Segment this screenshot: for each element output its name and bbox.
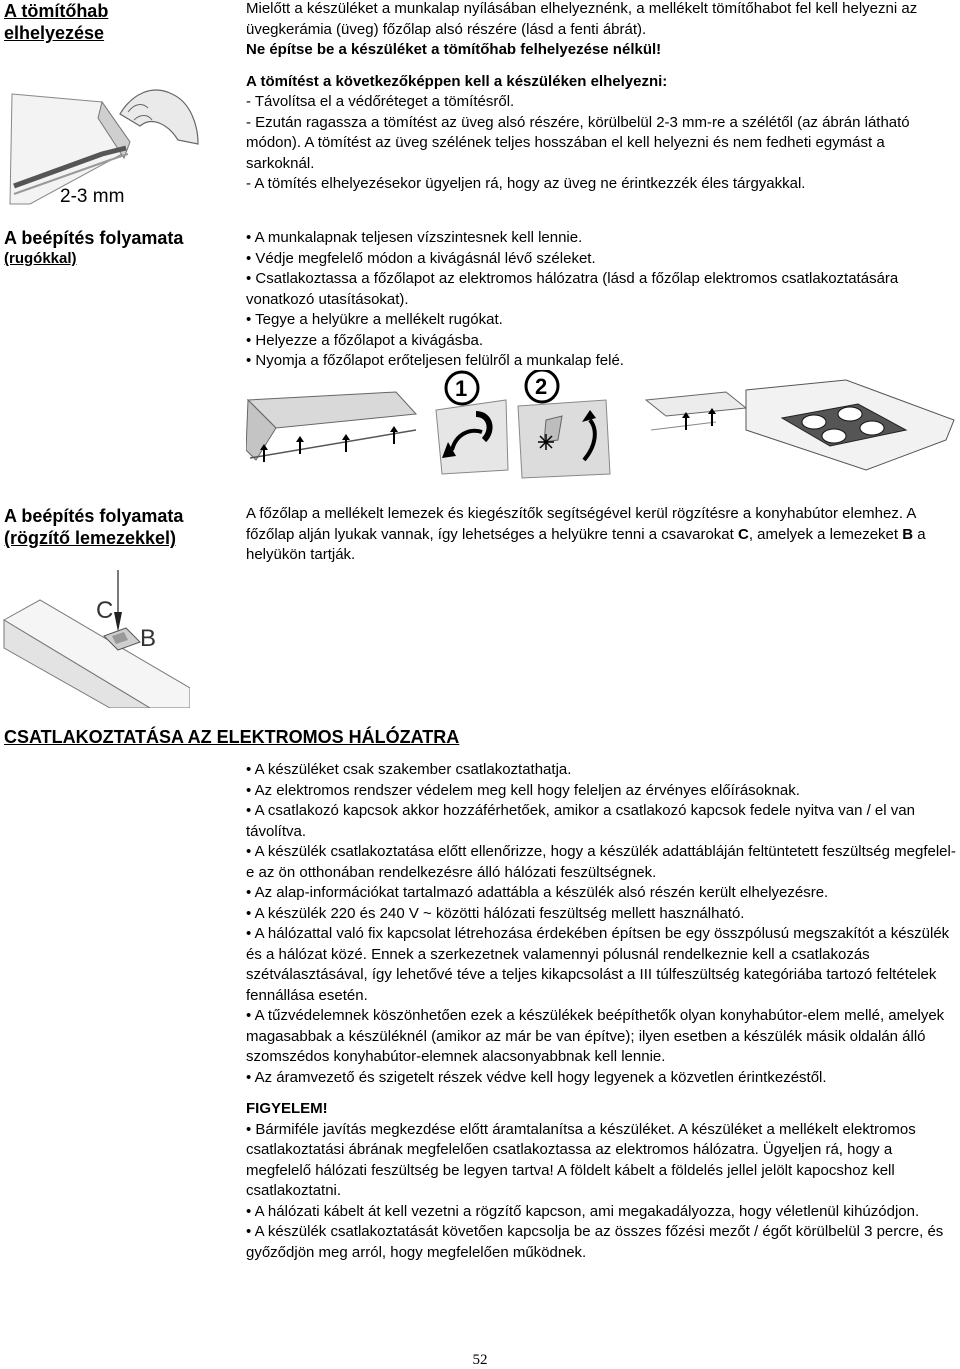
seal-steps-heading: A tömítést a következőképpen kell a készüléken elhelyezni: <box>246 72 668 90</box>
seal-heading: A tömítőhab elhelyezése <box>4 1 109 43</box>
list-item: • A hálózattal való fix kapcsolat létrehozása érdekében építsen be egy összpólusú megszakítót a készülék és a hálózat közé. Ennek a szerkezetnek valamennyi pólusnál rendelkeznie kell a csatlakozás szétválasztásával, így lehetővé téve a teljes kikapcsolást a III túlfeszültség kategóriába tartozó feltételek fennállása esetén. <box>246 925 950 1004</box>
list-item: • A készülék csatlakoztatása előtt ellenőrizze, hogy a készülék adattábláján feltüntetett feszültség megfelel-e az ön otthonában rendelkezésre álló hálózati feszültségnek. <box>246 843 956 881</box>
list-item: • A csatlakozó kapcsok akkor hozzáférhetőek, amikor a csatlakozó kapcsok fedele nyitva van / el van távolítva. <box>246 802 915 840</box>
seal-figure <box>2 54 200 212</box>
list-item: • A készülék csatlakoztatását követően kapcsolja be az összes főzési mezőt / égőt körülbelül 3 percre, és győződjön meg arról, hogy megfelelően működnek. <box>246 1223 944 1261</box>
spring-install-subheading: (rugókkal) <box>4 250 77 267</box>
electrical-list <box>246 760 958 1088</box>
list-item: • Csatlakoztassa a főzőlapot az elektromos hálózatra (lásd a főzőlap elektromos csatlakoztatására vonatkozó utasításokat). <box>246 270 899 308</box>
spring-install-figure <box>246 370 958 482</box>
list-item: • A munkalapnak teljesen vízszintesnek kell lennie. <box>246 229 583 246</box>
spring-install-heading: A beépítés folyamata <box>4 228 184 248</box>
step-badge-1: 1 <box>455 376 468 401</box>
attention-block <box>246 1099 958 1263</box>
list-item: • A tűzvédelemnek köszönhetően ezek a készülékek beépíthetők olyan konyhabútor-elem mellé, amelyek magasabbak a készüléknél (amikor az már be van építve); ilyen esetben a készülék másik oldalán álló szomszédos konyhabútor-elemnek alacsonyabbnak kell lennie. <box>246 1007 945 1065</box>
plate-install-figure <box>0 568 190 708</box>
list-item: • Helyezze a főzőlapot a kivágásba. <box>246 331 484 349</box>
list-item: • Védje megfelelő módon a kivágásnál lévő széleket. <box>246 249 596 267</box>
plate-text-b: , amelyek a lemezeket <box>748 525 903 543</box>
attention-heading: FIGYELEM! <box>246 1100 328 1117</box>
page-number: 52 <box>472 1352 488 1368</box>
list-item: • A hálózati kábelt át kell vezetni a rögzítő kapcson, ami megakadályozza, hogy véletlenül kihúzódjon. <box>246 1202 920 1220</box>
step-badge-2: 2 <box>535 374 548 399</box>
seal-step: - Ezután ragassza a tömítést az üveg alsó részére, körülbelül 2-3 mm-re a szélétől (az ábrán látható módon). A tömítést az üveg szélének teljes hosszában el kell helyezni és nem fedheti egymást a sarkoknál. <box>246 113 910 172</box>
electrical-heading: CSATLAKOZTATÁSA AZ ELEKTROMOS HÁLÓZATRA <box>4 727 460 747</box>
seal-paragraph: Mielőtt a készüléket a munkalap nyílásában elhelyeznénk, a mellékelt tömítőhabot fel kell helyezni az üvegkerámia (üveg) főzőlap alsó részére (lásd a fenti ábrát). <box>246 0 918 38</box>
list-item: • Az alap-információkat tartalmazó adattábla a készülék alsó részén került elhelyezésre. <box>246 884 829 901</box>
list-item: • Az elektromos rendszer védelem meg kell hogy feleljen az érvényes előírásoknak. <box>246 781 800 799</box>
plate-install-heading: A beépítés folyamata <box>4 506 184 526</box>
figure-c-label: C <box>96 597 114 624</box>
plate-b-label: B <box>902 525 914 543</box>
plate-text-c: a helyükön tartják. <box>246 525 926 563</box>
screw-c-label: C <box>737 525 749 543</box>
seal-warning: Ne építse be a készüléket a tömítőhab felhelyezése nélkül! <box>246 41 662 58</box>
list-item: • Nyomja a főzőlapot erőteljesen felülről a munkalap felé. <box>246 352 624 369</box>
plate-text-a: A főzőlap a mellékelt lemezek és kiegészítők segítségével kerül rögzítésre a konyhabútor elemhez. A főzőlap alján lyukak vannak, így lehetséges a helyükre tenni a csavarokat <box>246 505 916 543</box>
list-item: • A készülék 220 és 240 V ~ közötti hálózati feszültség mellett használható. <box>246 904 745 922</box>
list-item: • Bármiféle javítás megkezdése előtt áramtalanítsa a készüléket. A készüléket a mellékelt elektromos csatlakoztatási ábrának megfelelően csatlakoztassa az elektromos hálózatra. Ügyeljen rá, hogy a megfelelő hálózati feszültség be legyen tartva! A földelt kábelt a földelés jellel jelölt kapocshoz kell csatlakoztatni. <box>246 1120 916 1199</box>
spring-install-list <box>246 228 956 372</box>
plate-install-subheading: (rögzítő lemezekkel) <box>4 528 177 548</box>
list-item: • A készüléket csak szakember csatlakoztathatja. <box>246 761 572 778</box>
list-item: • Tegye a helyükre a mellékelt rugókat. <box>246 311 503 328</box>
plate-install-text <box>246 504 958 566</box>
seal-text <box>246 0 956 195</box>
figure-b-label: B <box>140 625 157 652</box>
seal-step: - Távolítsa el a védőréteget a tömítésről. <box>246 93 515 110</box>
list-item: • Az áramvezető és szigetelt részek védve kell hogy legyenek a közvetlen érintkezéstől. <box>246 1068 827 1086</box>
seal-step: - A tömítés elhelyezésekor ügyeljen rá, hogy az üveg ne érintkezzék éles tárgyakkal. <box>246 175 806 192</box>
seal-figure-label: 2-3 mm <box>60 186 125 207</box>
